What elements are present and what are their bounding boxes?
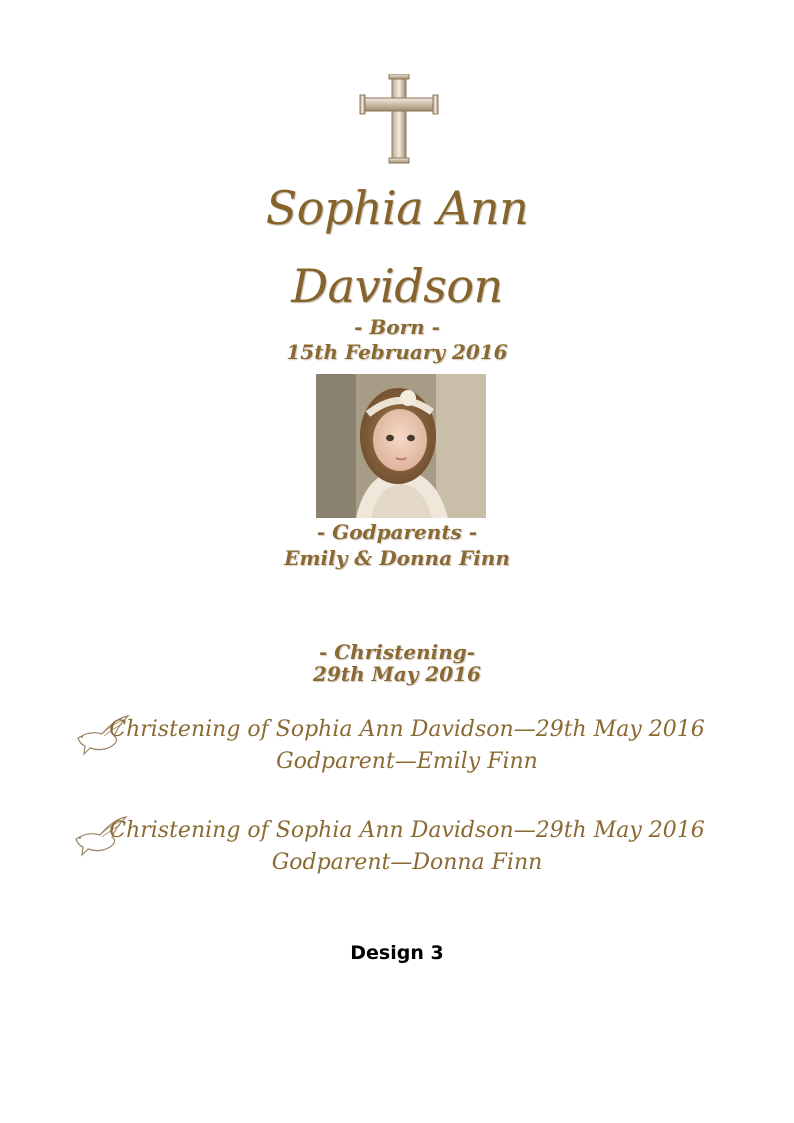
label-2-line2: Godparent—Donna Finn (271, 850, 543, 875)
born-date: 15th February 2016 (286, 340, 508, 364)
name-last: Davidson (291, 259, 503, 313)
name-first: Sophia Ann (265, 181, 529, 235)
label-1-line1: Christening of Sophia Ann Davidson—29th May 2016 (109, 717, 705, 742)
cross-icon (359, 74, 439, 164)
christening-label: - Christening- (318, 640, 476, 664)
christening-date: 29th May 2016 (313, 662, 481, 686)
godparents-names: Emily & Donna Finn (284, 546, 510, 570)
born-label: - Born - (354, 315, 440, 339)
label-1-line2: Godparent—Emily Finn (276, 749, 538, 774)
label-2-line1: Christening of Sophia Ann Davidson—29th May 2016 (109, 818, 705, 843)
baby-photo (316, 374, 486, 518)
godparents-label: - Godparents - (316, 520, 478, 544)
design-label: Design 3 (350, 942, 444, 964)
